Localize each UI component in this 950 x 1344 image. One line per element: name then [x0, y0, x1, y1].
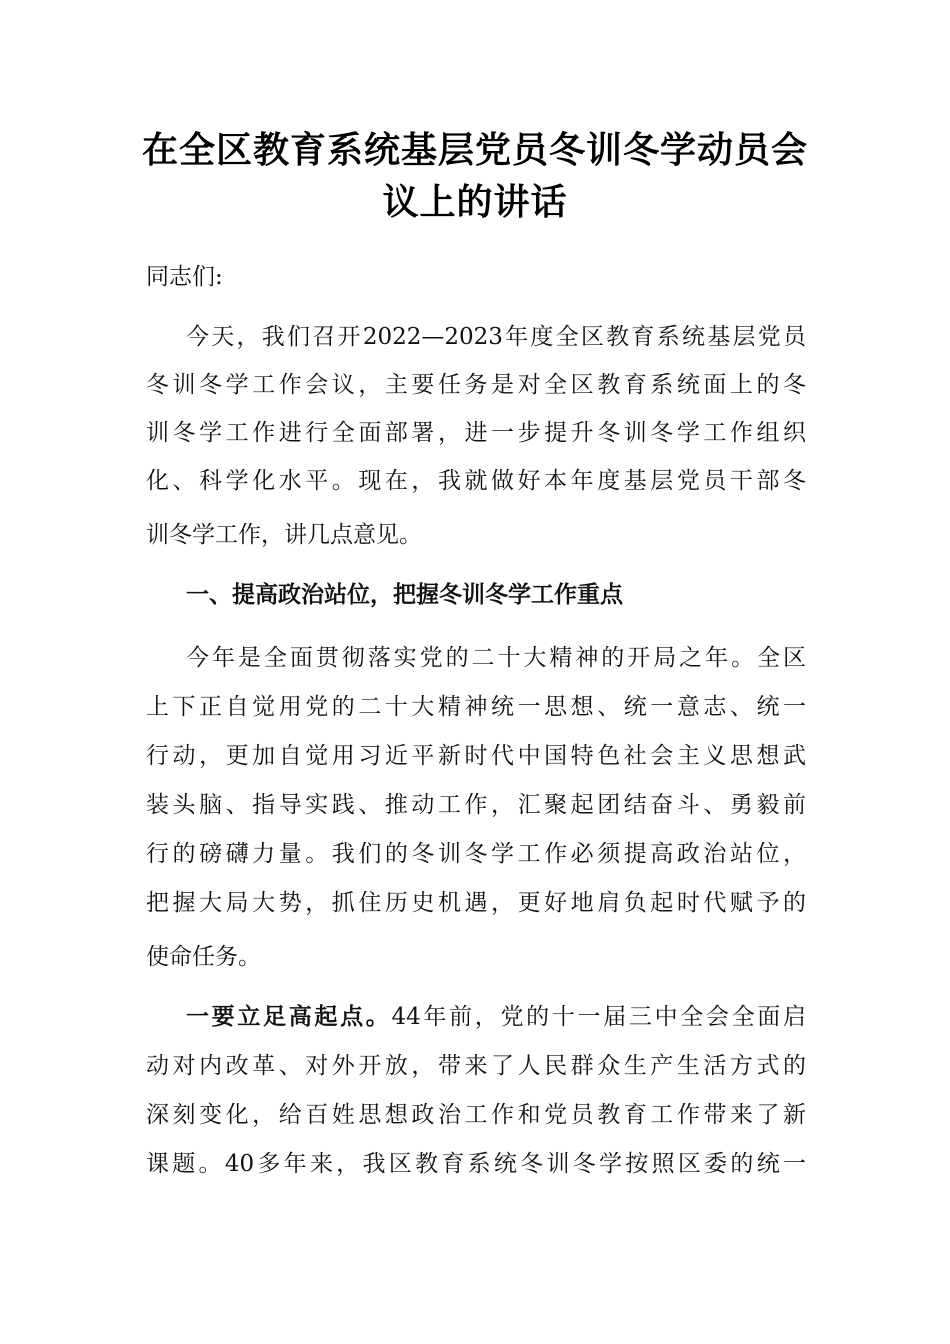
point-1-line-4: 课题。40多年来，我区教育系统冬训冬学按照区委的统一 — [146, 1151, 806, 1177]
section-1-line-2: 上下正自觉用党的二十大精神统一思想、统一意志、统一 — [146, 694, 806, 720]
point-1-line-3: 深刻变化，给百姓思想政治工作和党员教育工作带来了新 — [146, 1102, 806, 1128]
document-title-line-1: 在全区教育系统基层党员冬训冬学动员会 — [141, 129, 808, 171]
intro-line-1: 今天，我们召开2022—2023年度全区教育系统基层党员 — [186, 324, 806, 350]
section-1-line-1: 今年是全面贯彻落实党的二十大精神的开局之年。全区 — [186, 645, 806, 671]
intro-line-4: 化、科学化水平。现在，我就做好本年度基层党员干部冬 — [146, 468, 806, 494]
section-1-line-6: 把握大局大势，抓住历史机遇，更好地肩负起时代赋予的 — [146, 890, 806, 916]
intro-line-3: 训冬学工作进行全面部署，进一步提升冬训冬学工作组织 — [146, 420, 806, 446]
intro-line-5: 训冬学工作，讲几点意见。 — [146, 522, 422, 548]
section-1-line-4: 装头脑、指导实践、推动工作，汇聚起团结奋斗、勇毅前 — [146, 792, 806, 818]
intro-line-2: 冬训冬学工作会议，主要任务是对全区教育系统面上的冬 — [146, 372, 806, 398]
point-1-line-1 — [186, 1002, 806, 1032]
section-1-line-7: 使命任务。 — [146, 944, 261, 970]
point-1-lead: 一要立足高起点。 — [186, 1003, 392, 1030]
section-1-heading: 一、提高政治站位，把握冬训冬学工作重点 — [186, 581, 623, 608]
section-1-line-5: 行的磅礴力量。我们的冬训冬学工作必须提高政治站位， — [146, 841, 806, 867]
document-title-line-2: 议上的讲话 — [382, 181, 568, 223]
section-1-line-3: 行动，更加自觉用习近平新时代中国特色社会主义思想武 — [146, 743, 806, 769]
salutation: 同志们: — [146, 264, 223, 290]
point-1-line-2: 动对内改革、对外开放，带来了人民群众生产生活方式的 — [146, 1053, 806, 1079]
point-1-text: 44年前，党的十一届三中全会全面启 — [391, 1004, 806, 1030]
